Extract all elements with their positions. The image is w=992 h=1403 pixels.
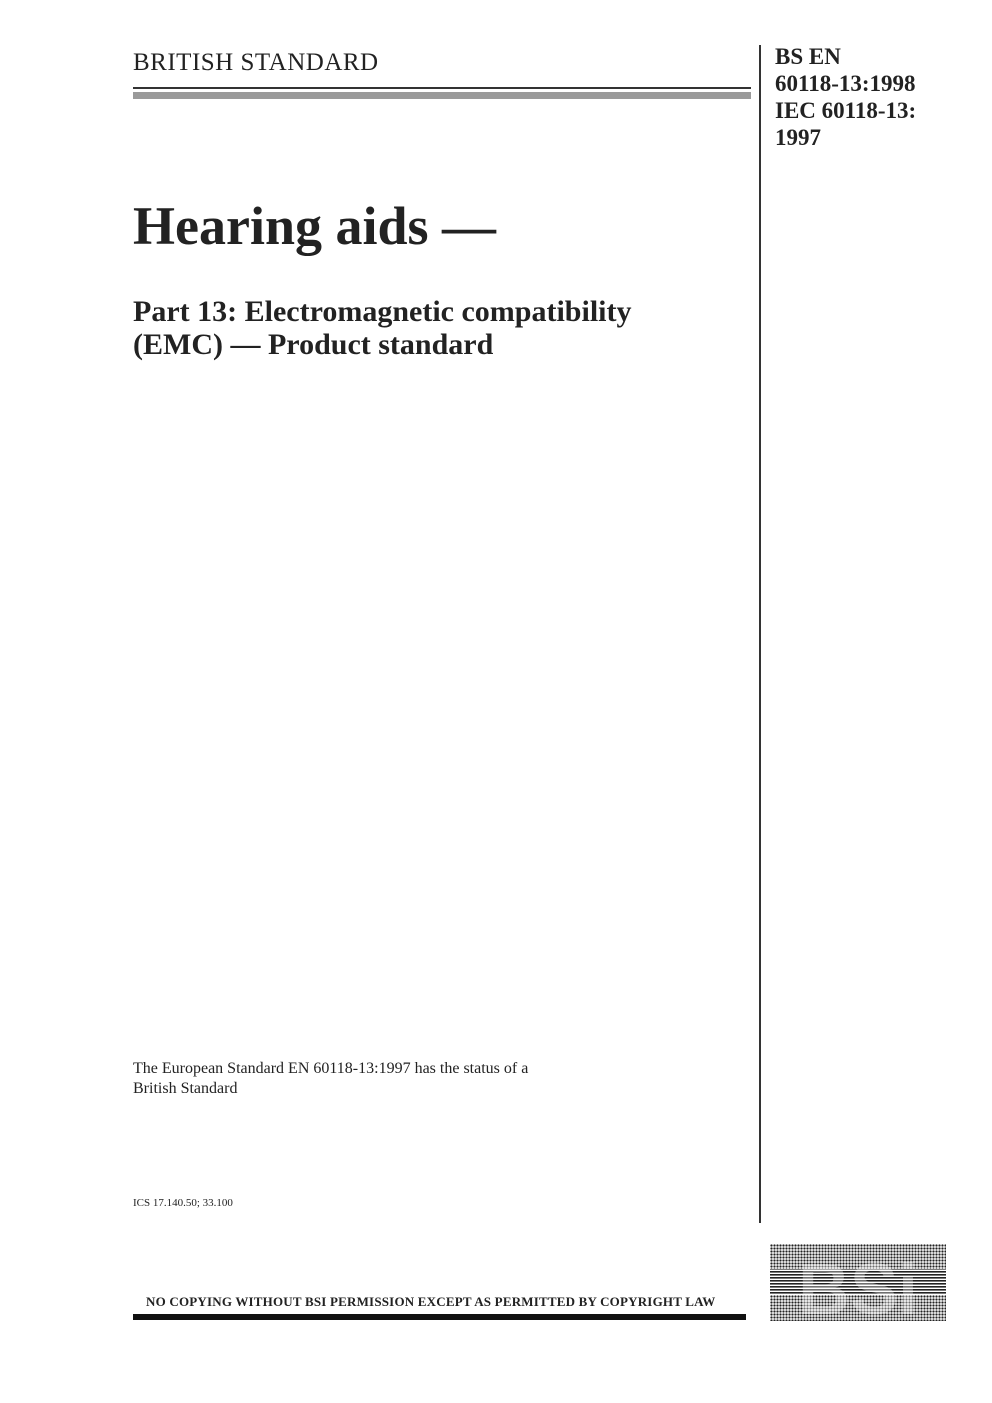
standard-numbers — [775, 43, 985, 151]
document-type-label: BRITISH STANDARD — [133, 49, 379, 76]
ics-code: ICS 17.140.50; 33.100 — [133, 1197, 233, 1209]
copyright-notice: NO COPYING WITHOUT BSI PERMISSION EXCEPT AS PERMITTED BY COPYRIGHT LAW — [146, 1294, 716, 1309]
header-rule — [133, 87, 751, 89]
standard-number-line: BS EN — [775, 44, 841, 69]
header-rule-grey — [133, 92, 751, 99]
subtitle-line: Part 13: Electromagnetic compatibility — [133, 295, 632, 328]
status-statement — [133, 1059, 733, 1099]
footer-rule — [133, 1314, 746, 1320]
subtitle-line: (EMC) — Product standard — [133, 328, 494, 361]
bsi-logo — [770, 1244, 946, 1321]
standard-number-line: 60118-13:1998 — [775, 71, 916, 96]
standard-number-line: 1997 — [775, 125, 821, 150]
column-divider — [759, 45, 761, 1223]
status-line: British Standard — [133, 1080, 238, 1097]
document-title: Hearing aids — — [133, 196, 497, 256]
status-line: The European Standard EN 60118-13:1997 has the status of a — [133, 1060, 529, 1077]
document-subtitle — [133, 295, 748, 361]
logo-wordmark: BSi — [797, 1250, 919, 1321]
standard-number-line: IEC 60118-13: — [775, 98, 917, 123]
